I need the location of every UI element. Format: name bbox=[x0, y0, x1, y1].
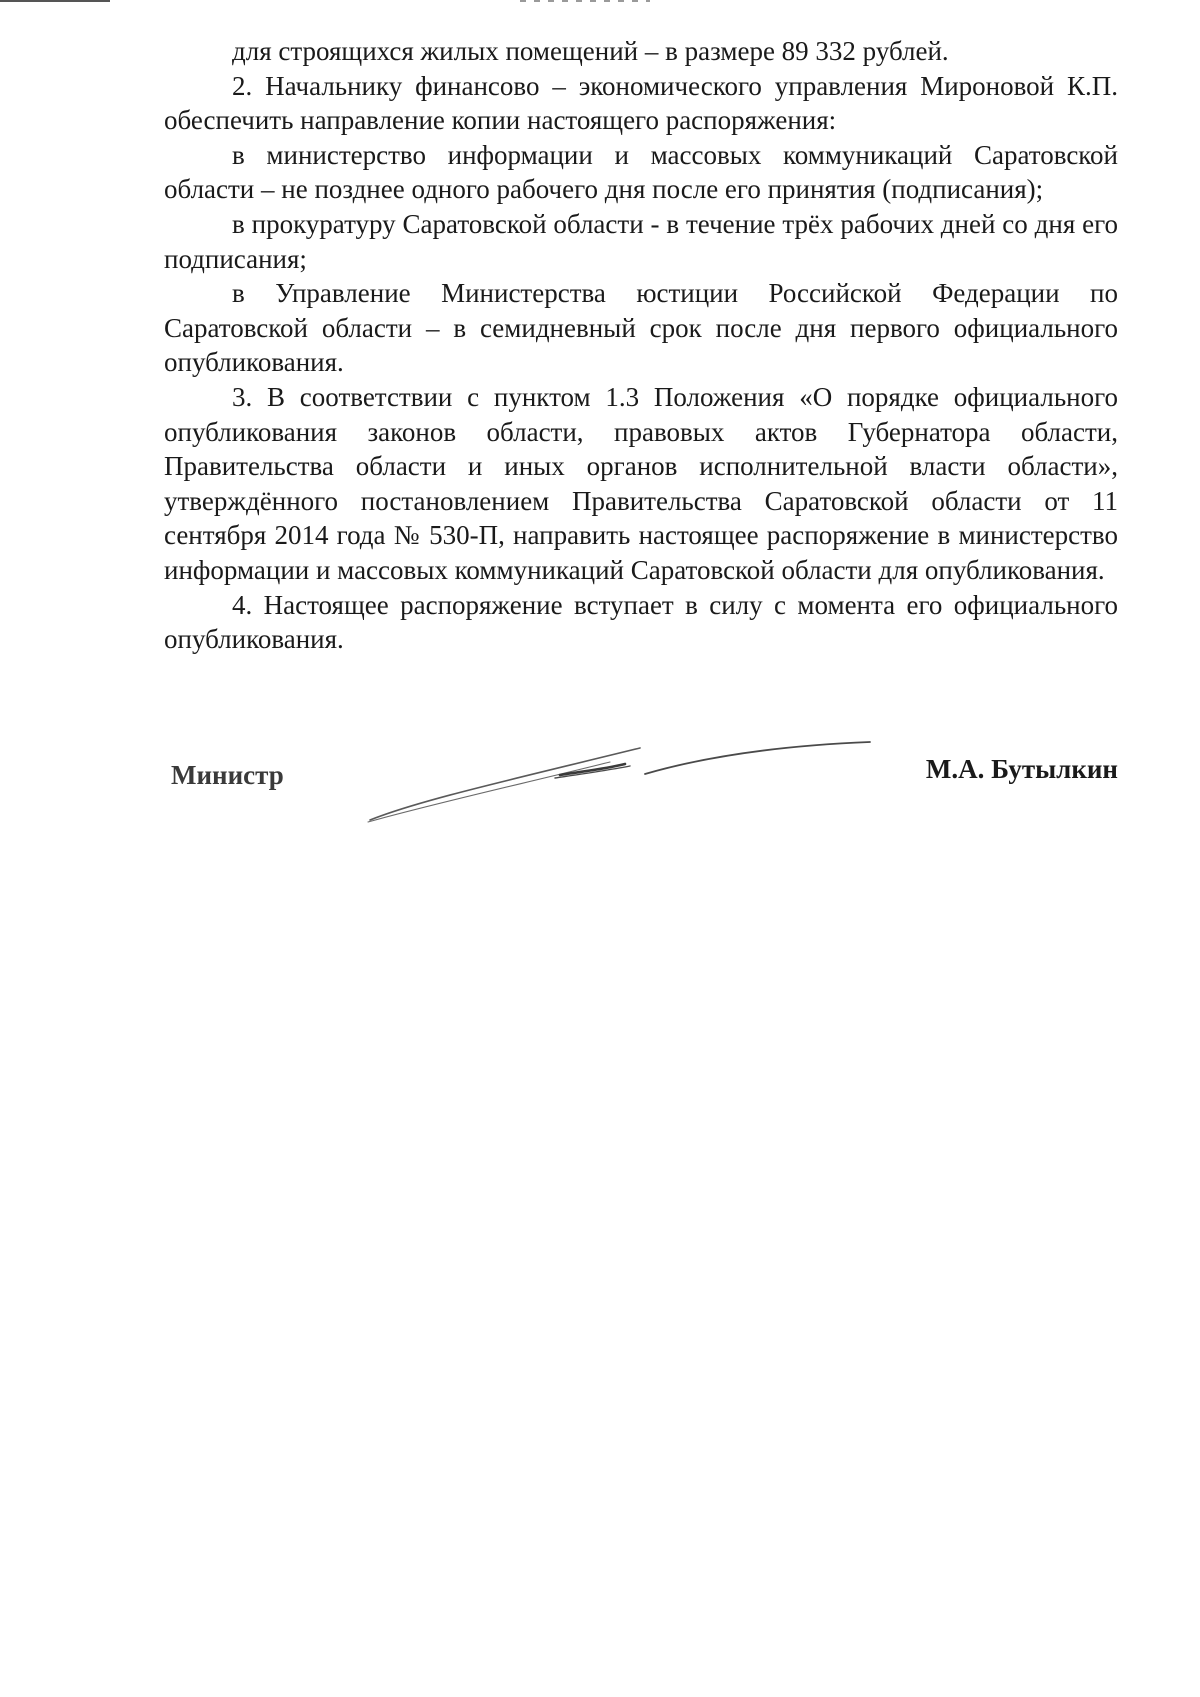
paragraph-6: 3. В соответствии с пунктом 1.3 Положения «О порядке официального опубликования законов области, правовых актов Губернатора области, Правительства области и иных органов исполнительной власти области», утверждённого постановлением Правительства Саратовской области от 11 сентября 2014 года № 530-П, направить настоящее распоряжение в министерство информации и массовых коммуникаций Саратовской области для опубликования. bbox=[164, 381, 1118, 585]
paragraph-4: в прокуратуру Саратовской области - в течение трёх рабочих дней со дня его подписания; bbox=[164, 208, 1118, 274]
signature-block bbox=[0, 740, 1200, 850]
document-body bbox=[164, 34, 1118, 657]
paragraph-1: для строящихся жилых помещений – в размере 89 332 рублей. bbox=[232, 36, 949, 66]
scan-edge-mark-top bbox=[520, 0, 650, 2]
paragraph-3: в министерство информации и массовых коммуникаций Саратовской области – не позднее одного рабочего дня после его принятия (подписания); bbox=[164, 139, 1118, 205]
handwritten-signature bbox=[360, 740, 880, 830]
scan-edge-mark bbox=[0, 0, 110, 2]
signatory-title: Министр bbox=[171, 760, 284, 790]
paragraph-2: 2. Начальнику финансово – экономического управления Мироновой К.П. обеспечить направление копии настоящего распоряжения: bbox=[164, 70, 1118, 136]
paragraph-7: 4. Настоящее распоряжение вступает в силу с момента его официального опубликования. bbox=[164, 589, 1118, 655]
paragraph-5: в Управление Министерства юстиции Российской Федерации по Саратовской области – в семидневный срок после дня первого официального опубликования. bbox=[164, 278, 1118, 378]
signatory-name: М.А. Бутылкин bbox=[925, 754, 1118, 784]
